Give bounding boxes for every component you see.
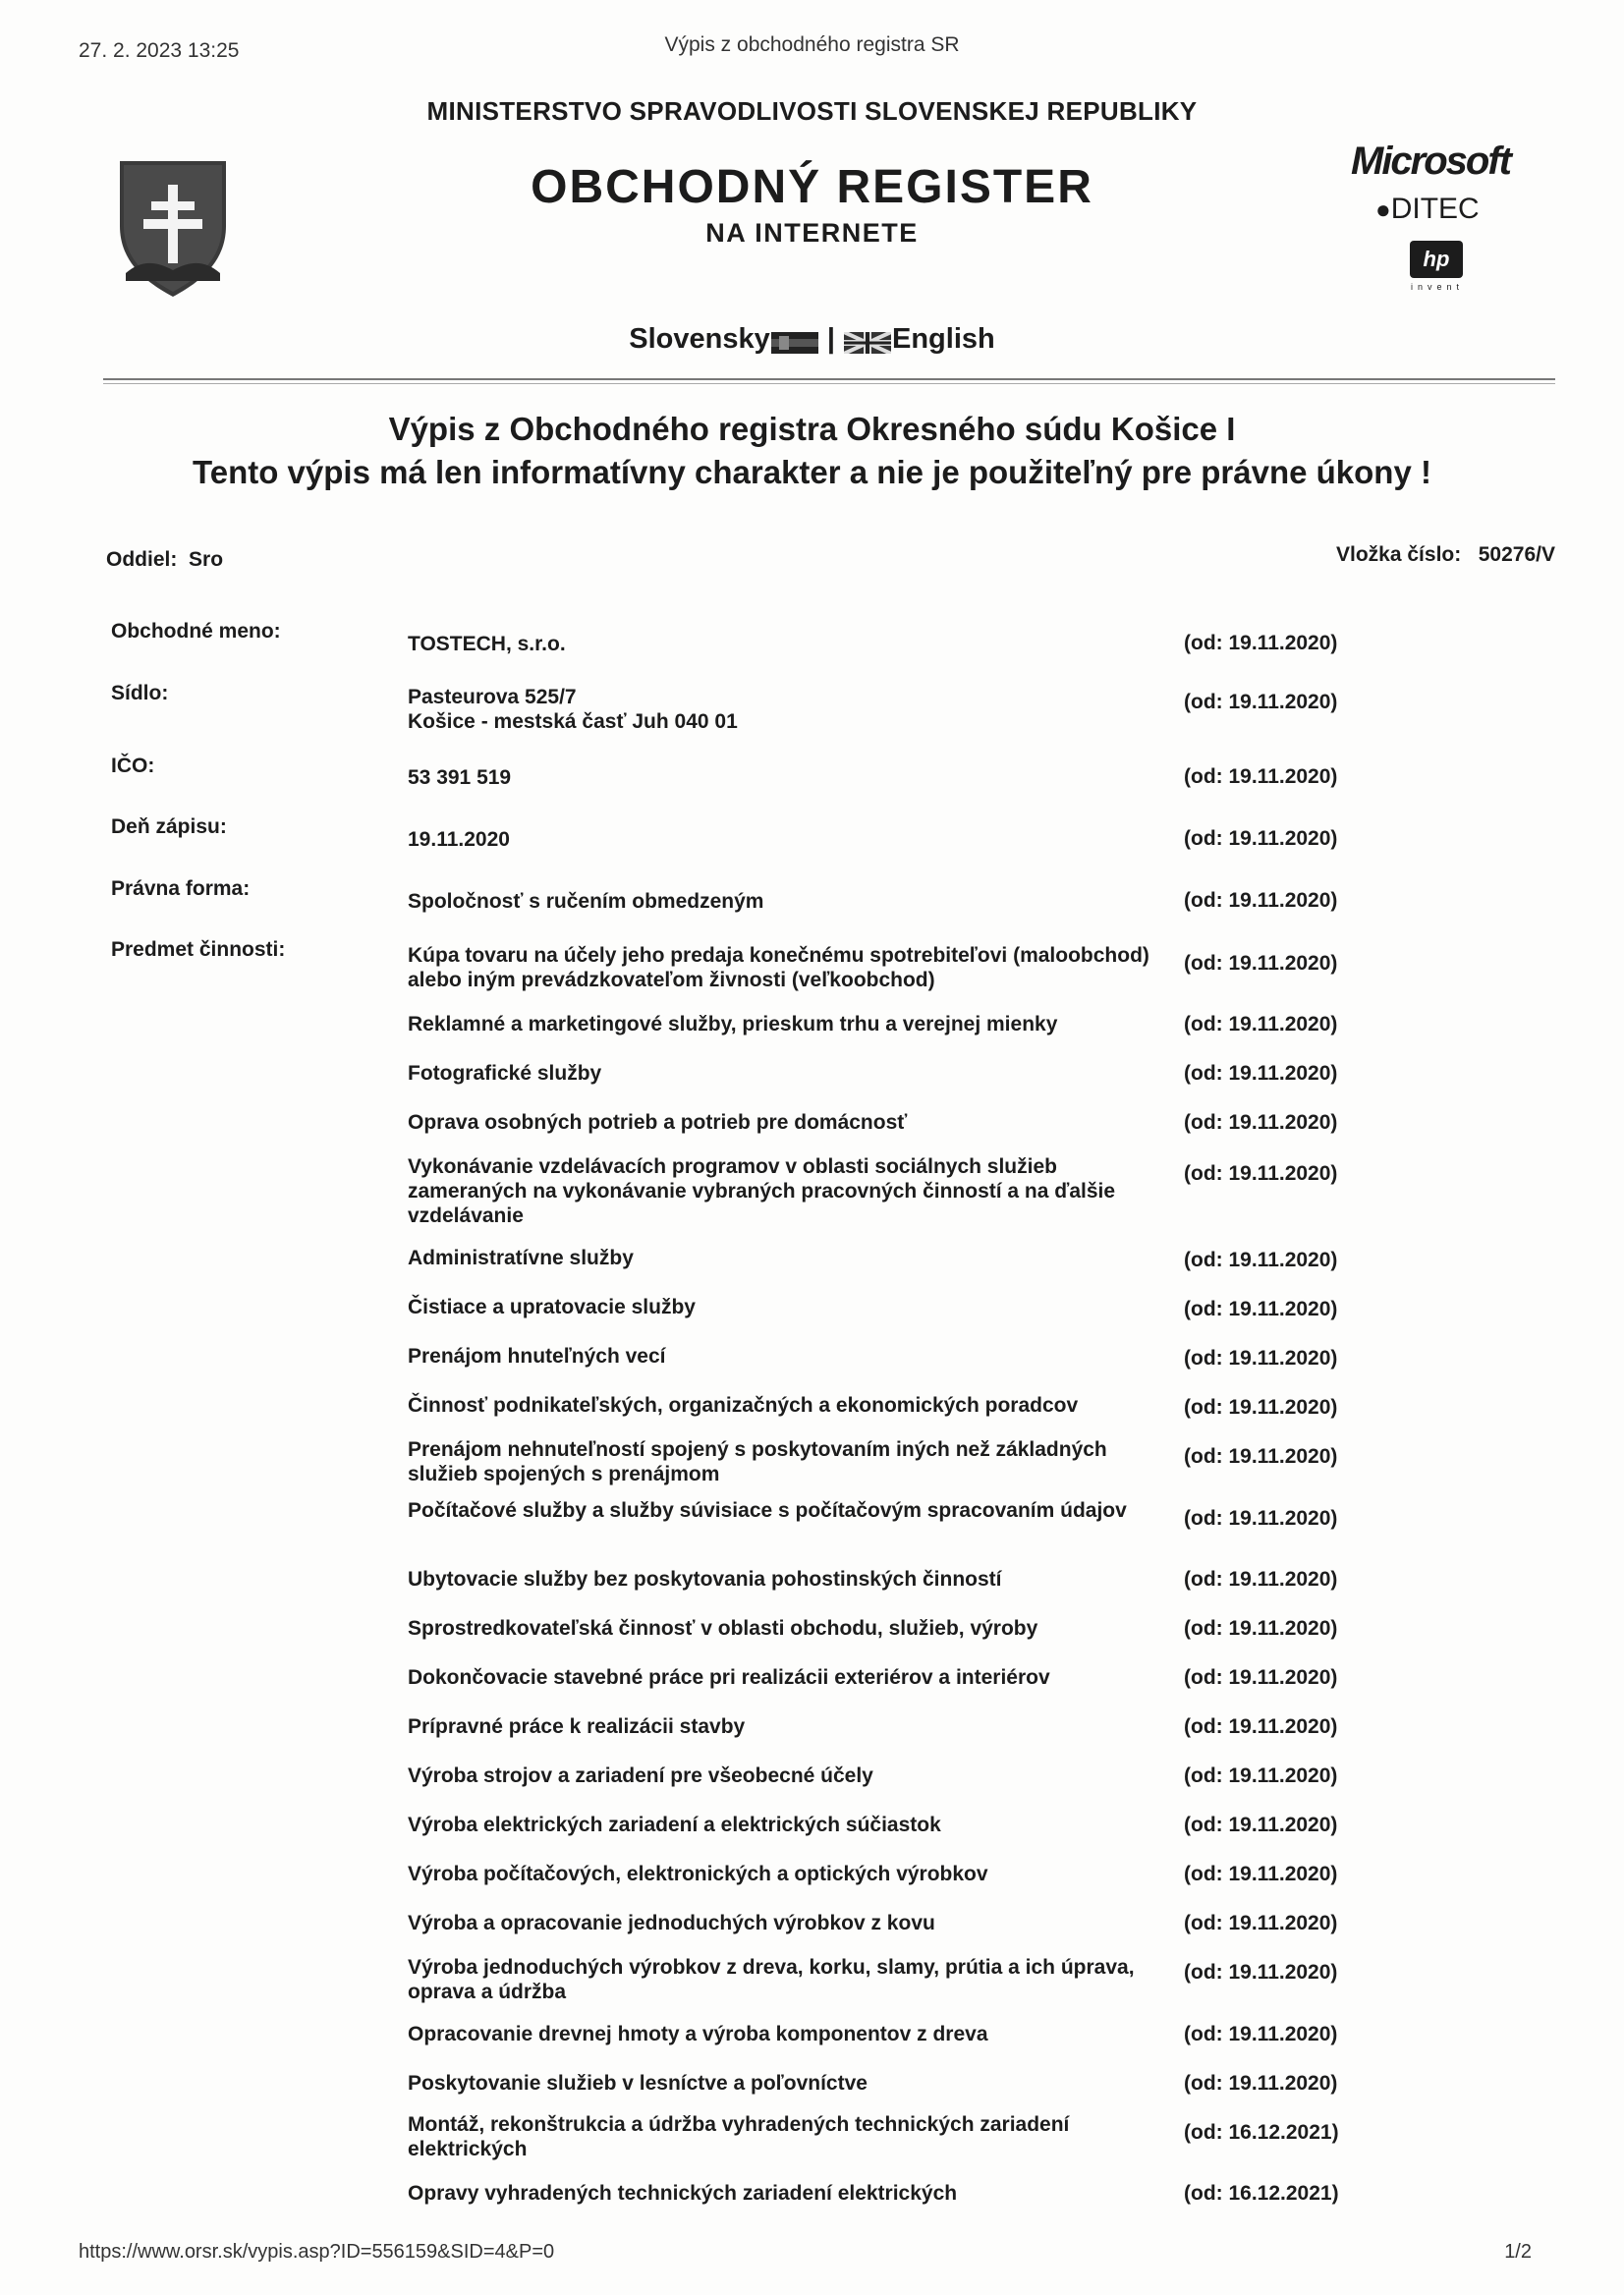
activity-text: Oprava osobných potrieb a potrieb pre domácnosť xyxy=(408,1111,908,1134)
activity-since: (od: 19.11.2020) xyxy=(1184,1298,1338,1320)
activity-text: Výroba strojov a zariadení pre všeobecné účely xyxy=(408,1764,873,1787)
activity-since: (od: 19.11.2020) xyxy=(1184,1961,1338,1984)
vlozka-row xyxy=(1336,543,1555,567)
activity-since: (od: 19.11.2020) xyxy=(1184,1347,1338,1370)
registration-date-label: Deň zápisu: xyxy=(111,815,227,838)
vlozka-label: Vložka číslo: xyxy=(1336,543,1462,566)
activity-text: Sprostredkovateľská činnosť v oblasti obchodu, služieb, výroby xyxy=(408,1617,1038,1640)
microsoft-logo: Microsoft xyxy=(1351,140,1510,183)
activity-text: Prenájom nehnuteľností spojený s poskytovaním iných než základných služieb spojených s prenájmom xyxy=(408,1438,1107,1485)
activity-text: Montáž, rekonštrukcia a údržba vyhradených technických zariadení elektrických xyxy=(408,2113,1070,2160)
activity-text: Počítačové služby a služby súvisiace s počítačovým spracovaním údajov xyxy=(408,1499,1127,1522)
activity-text: Výroba jednoduchých výrobkov z dreva, korku, slamy, prútia a ich úprava, oprava a údržba xyxy=(408,1956,1135,2003)
language-slovak-link[interactable]: Slovensky xyxy=(629,323,770,355)
activity-text: Prenájom hnuteľných vecí xyxy=(408,1345,666,1368)
activity-since: (od: 19.11.2020) xyxy=(1184,1162,1338,1185)
activity-since: (od: 19.11.2020) xyxy=(1184,1396,1338,1419)
slovak-flag-icon[interactable] xyxy=(771,329,818,351)
register-subtitle: NA INTERNETE xyxy=(705,218,919,248)
print-datetime: 27. 2. 2023 13:25 xyxy=(79,39,240,62)
activity-text: Reklamné a marketingové služby, prieskum trhu a verejnej mienky xyxy=(408,1013,1058,1036)
activity-since: (od: 19.11.2020) xyxy=(1184,1912,1338,1934)
oddiel-label: Oddiel: xyxy=(106,548,178,571)
activity-since: (od: 16.12.2021) xyxy=(1184,2121,1339,2144)
activity-since: (od: 19.11.2020) xyxy=(1184,1814,1338,1836)
ico-since: (od: 19.11.2020) xyxy=(1184,765,1338,788)
seat-since: (od: 19.11.2020) xyxy=(1184,691,1338,713)
activity-text: Výroba elektrických zariadení a elektrických súčiastok xyxy=(408,1814,941,1836)
activity-since: (od: 19.11.2020) xyxy=(1184,1666,1338,1689)
business-name-since: (od: 19.11.2020) xyxy=(1184,632,1338,654)
activity-text: Činnosť podnikateľských, organizačných a ekonomických poradcov xyxy=(408,1394,1079,1417)
activities-label: Predmet činnosti: xyxy=(111,938,286,961)
activity-since: (od: 19.11.2020) xyxy=(1184,952,1338,975)
vlozka-value: 50276/V xyxy=(1478,543,1555,566)
activity-since: (od: 19.11.2020) xyxy=(1184,1568,1338,1591)
uk-flag-icon[interactable] xyxy=(844,329,891,351)
activity-text: Kúpa tovaru na účely jeho predaja konečnému spotrebiteľovi (maloobchod) alebo iným prevádzkovateľom živnosti (veľkoobchod) xyxy=(408,944,1149,991)
activity-text: Vykonávanie vzdelávacích programov v oblasti sociálnych služieb zameraných na vykonávanie vybraných pracovných činností a na ďalšie vzdelávanie xyxy=(408,1155,1116,1227)
activity-since: (od: 19.11.2020) xyxy=(1184,2023,1338,2045)
oddiel-value: Sro xyxy=(189,548,224,571)
ico-label: IČO: xyxy=(111,755,155,777)
activity-since: (od: 19.11.2020) xyxy=(1184,1715,1338,1738)
legal-form-value: Spoločnosť s ručením obmedzeným xyxy=(408,890,764,913)
business-name-value: TOSTECH, s.r.o. xyxy=(408,633,566,655)
activity-text: Dokončovacie stavebné práce pri realizácii exteriérov a interiérov xyxy=(408,1666,1050,1689)
language-english-link[interactable]: English xyxy=(892,323,995,355)
activity-since: (od: 19.11.2020) xyxy=(1184,1617,1338,1640)
language-separator: | xyxy=(826,323,835,355)
activity-since: (od: 19.11.2020) xyxy=(1184,1249,1338,1271)
oddiel-row xyxy=(106,548,223,572)
activity-text: Výroba počítačových, elektronických a optických výrobkov xyxy=(408,1863,988,1885)
header-divider-shadow xyxy=(103,383,1555,384)
registration-date-since: (od: 19.11.2020) xyxy=(1184,827,1338,850)
legal-form-label: Právna forma: xyxy=(111,877,251,900)
activity-since: (od: 19.11.2020) xyxy=(1184,1764,1338,1787)
activity-since: (od: 19.11.2020) xyxy=(1184,1013,1338,1036)
activity-text: Výroba a opracovanie jednoduchých výrobkov z kovu xyxy=(408,1912,935,1934)
activity-since: (od: 19.11.2020) xyxy=(1184,1062,1338,1085)
footer-url[interactable]: https://www.orsr.sk/vypis.asp?ID=556159&SID=4&P=0 xyxy=(79,2241,555,2263)
activity-since: (od: 19.11.2020) xyxy=(1184,1863,1338,1885)
ditec-logo: ●DITEC xyxy=(1375,193,1480,225)
activity-text: Opravy vyhradených technických zariadení elektrických xyxy=(408,2182,958,2205)
hp-tagline: invent xyxy=(1411,282,1465,292)
activity-text: Opracovanie drevnej hmoty a výroba komponentov z dreva xyxy=(408,2023,988,2045)
language-switcher xyxy=(0,323,1624,356)
header-divider xyxy=(103,378,1555,380)
document-heading: Výpis z Obchodného registra Okresného súdu Košice I xyxy=(388,411,1236,447)
activity-text: Fotografické služby xyxy=(408,1062,602,1085)
register-title: OBCHODNÝ REGISTER xyxy=(531,161,1093,213)
registration-date-value: 19.11.2020 xyxy=(408,828,510,851)
document-warning: Tento výpis má len informatívny charakter a nie je použiteľný pre právne úkony ! xyxy=(193,454,1431,490)
activity-since: (od: 16.12.2021) xyxy=(1184,2182,1339,2205)
seat-line2: Košice - mestská časť Juh 040 01 xyxy=(408,710,738,733)
activity-text: Poskytovanie služieb v lesníctve a poľovníctve xyxy=(408,2072,868,2095)
ministry-heading: MINISTERSTVO SPRAVODLIVOSTI SLOVENSKEJ REPUBLIKY xyxy=(426,96,1198,126)
seat-line1: Pasteurova 525/7 xyxy=(408,686,577,708)
activity-text: Prípravné práce k realizácii stavby xyxy=(408,1715,746,1738)
business-name-label: Obchodné meno: xyxy=(111,620,281,643)
activity-text: Ubytovacie služby bez poskytovania pohostinských činností xyxy=(408,1568,1002,1591)
activity-since: (od: 19.11.2020) xyxy=(1184,1445,1338,1468)
activity-since: (od: 19.11.2020) xyxy=(1184,1111,1338,1134)
seat-label: Sídlo: xyxy=(111,682,169,704)
print-title: Výpis z obchodného registra SR xyxy=(664,33,960,56)
ditec-mark-icon: ● xyxy=(1375,195,1391,224)
activity-since: (od: 19.11.2020) xyxy=(1184,1507,1338,1530)
activity-text: Čistiace a upratovacie služby xyxy=(408,1296,696,1318)
ico-value: 53 391 519 xyxy=(408,766,512,789)
legal-form-since: (od: 19.11.2020) xyxy=(1184,889,1338,912)
footer-page-number: 1/2 xyxy=(1504,2241,1532,2263)
activity-text: Administratívne služby xyxy=(408,1247,634,1269)
activity-since: (od: 19.11.2020) xyxy=(1184,2072,1338,2095)
hp-logo: hp xyxy=(1410,241,1463,278)
